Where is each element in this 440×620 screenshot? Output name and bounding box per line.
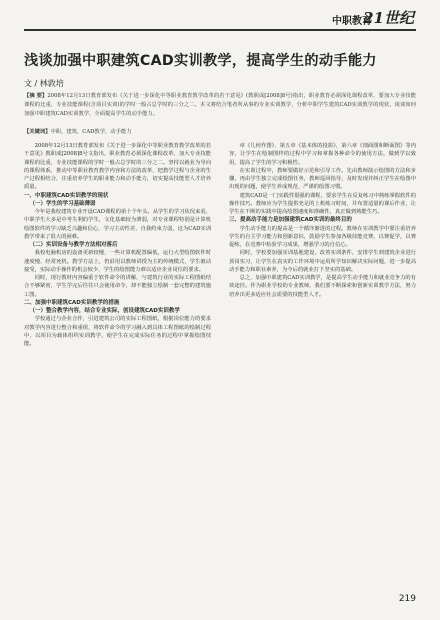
section-heading: 二、加强中职建筑CAD实训教学的措施 [24,299,120,306]
paragraph: 学生动手能力的提高是一个循序渐进的过程。教师在实训教学中要注重培养学生的自主学习能力和创新意识，鼓励学生参加各级技能竞赛，以赛促学，以赛促练，在竞赛中检验学习成果，增强学习的自信心。 [229,225,416,248]
paragraph: 我校电脑机房的设备更新较慢，一些计算机配置偏低，运行大型绘图软件时速度慢、经常死机。教学方法上，仍沿用以教师讲授为主的传统模式，学生被动接受，实际动手操作的机会较少，学生的绘图能力难以适应企业岗位的要求。 [24,250,211,273]
journal-section-name: 中职教育 [332,16,372,27]
subsection-heading: （一）整合教学内容，结合专业实际，创设建筑CAD实训教学 [29,308,180,314]
page-number: 219 [398,594,416,604]
paragraph: 建筑CAD是一门实践性很强的课程，要求学生在反复练习中熟练掌握软件的操作技巧。教师应为学生提供充足的上机练习时间，并布置适量的课后作业，让学生在不断的实践中提高绘图速度和准确性，真正做到熟能生巧。 [229,192,416,215]
journal-logo: 21世纪 [363,9,414,27]
article-author: 文 / 林敦培 [24,79,64,88]
paragraph: 同时，学校要加强实训基地建设，改善实训条件，安排学生到建筑企业进行顶岗实习，让学生在真实的工作环境中运用所学知识解决实际问题，进一步提高动手能力和职业素养，为今后的就业打下坚实的基础。 [229,250,416,273]
paragraph: 总之，加强中职建筑CAD实训教学，是提高学生动手能力和就业竞争力的有效途径。作为职业学校的专业教师，我们要不断探索和创新实训教学方法，努力培养出更多适应社会需要的技能型人才。 [229,275,416,298]
paragraph: 在实训过程中，教师要做好示范和引导工作。先由教师演示绘图的方法和步骤，再由学生独立完成绘图任务，教师巡回指导，及时发现并纠正学生在绘图中出现的问题，使学生养成规范、严谨的绘图习惯。 [229,167,416,191]
keywords-text: 中职，建筑，CAD教学，动手能力 [50,129,132,135]
keywords [24,128,416,137]
paragraph: 今年是我校建筑专业开设CAD课程的第十个年头。从学生的学习状况来看，中职学生大多是中考失利的学生，文化基础较为薄弱，对专业课程特别是计算机绘图软件的学习缺乏兴趣和信心，学习主动性差，自我约束力弱，这为CAD实训教学带来了很大的困难。 [24,209,211,240]
subsection-heading: （二）实训设备与教学方法相对落后 [29,242,118,248]
paragraph: 学校通过与企业合作，引进建筑公司的实际工程图纸，根据岗位能力的要求对教学内容进行整合和重组，将软件命令的学习融入到具体工程图纸的绘制过程中，以项目为载体组织实训教学，使学生在完成实际任务的过程中掌握绘图技能。 [24,316,211,347]
section-heading: 三、提高动手能力是加强建筑CAD实训的最终目的 [229,217,352,224]
page-header [0,0,440,38]
paragraph: 章《几何作图》、第五章《基本体的投影》，第六章《剖面图和断面图》等内容，让学生在绘制图样的过程中学习和掌握各种命令的使用方法，做到学以致用，提高了学生的学习积极性。 [229,143,416,166]
paragraph: 同时，现行教材内容偏重于软件命令的讲解，与建筑行业的实际工程图纸结合不够紧密，学生学完后往往只会使用命令，却不能独立绘制一套完整的建筑施工图。 [24,275,211,298]
header-rule [24,29,416,31]
abstract-text: 2008年12月13日教育部发布《关于进一步深化中等职业教育教学改革的若干意见》(教职成[2008]8号)指出，职业教育必须深化课程改革，要加大专业技能课程的比重，专业技能课程(含项目实训)的学时一般占总学时的三分之二。本文将结合笔者所从事的专业实训教学，分析中职学生建筑CAD实训教学的现状，谈谈如何加强中职建筑CAD实训教学，全面提高学生的动手能力。 [24,93,416,117]
abstract [24,92,416,119]
left-column [24,142,211,594]
keywords-label: 【关键词】 [24,129,51,135]
abstract-label: 【摘 要】 [24,93,48,99]
right-column [229,142,416,594]
subsection-heading: （一）学生的学习基础薄弱 [29,200,96,207]
paragraph: 2008年12月13日教育部发布《关于进一步深化中等职业教育教学改革的若干意见》教职成[2008]8号文指出，职业教育必须深化课程改革，加大专业技能课程的比重，专业技能课程的学时一般占总学时的三分之二。坚持以就业为导向的课程体系，推动中等职业教育教学内容和方法的改革，把教学过程与企业的生产过程相结合，注重培养学生的职业能力和动手能力，切实提高技能型人才培养质量。 [24,143,211,191]
section-heading: 一、中职建筑CAD实训教学的现状 [24,192,109,199]
article-title: 浅谈加强中职建筑CAD实训教学，提高学生的动手能力 [24,53,377,69]
